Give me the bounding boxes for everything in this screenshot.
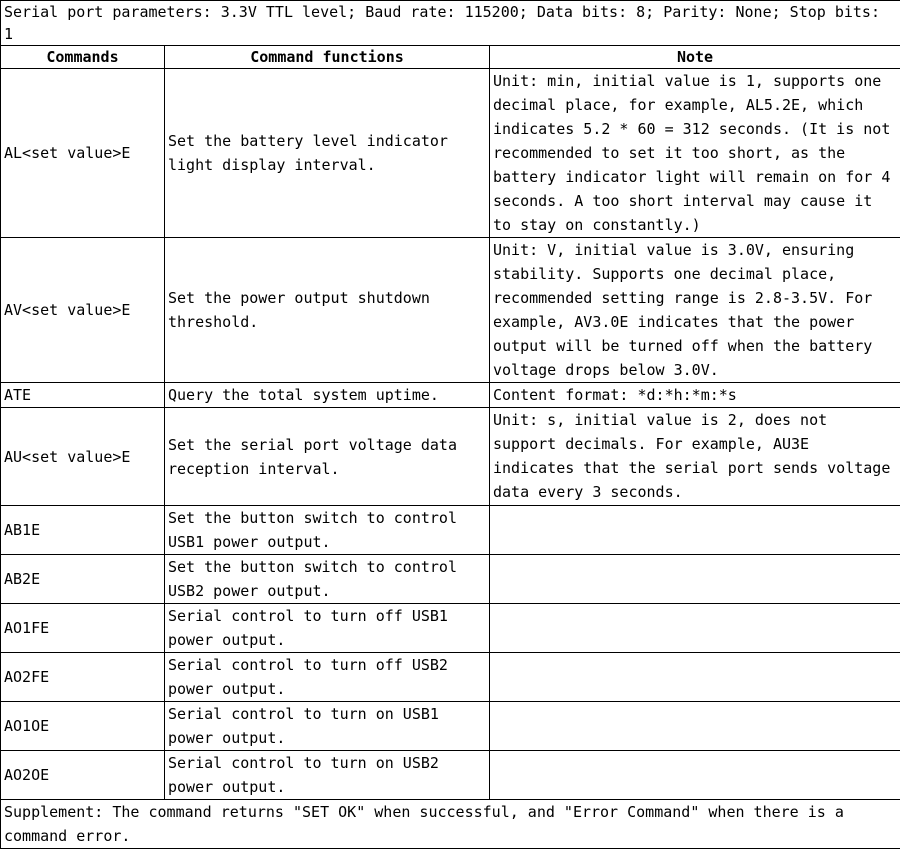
command-cell: AO2OE	[1, 751, 165, 800]
function-cell: Query the total system uptime.	[165, 383, 490, 408]
command-cell: AO1FE	[1, 604, 165, 653]
note-cell	[490, 555, 900, 604]
column-header-note: Note	[490, 46, 900, 69]
table-row	[1, 408, 900, 506]
table-row	[1, 702, 900, 751]
serial-parameters-row	[1, 1, 900, 46]
table-row	[1, 653, 900, 702]
note-cell: Unit: V, initial value is 3.0V, ensuring stability. Supports one decimal place, recommended setting range is 2.8-3.5V. For example, AV3.0E indicates that the power output will be turned off when the battery voltage drops below 3.0V.	[490, 238, 900, 383]
function-cell: Serial control to turn on USB1 power output.	[165, 702, 490, 751]
function-cell: Set the button switch to control USB2 power output.	[165, 555, 490, 604]
function-cell: Set the power output shutdown threshold.	[165, 238, 490, 383]
function-cell: Set the button switch to control USB1 power output.	[165, 506, 490, 555]
function-cell: Serial control to turn off USB2 power output.	[165, 653, 490, 702]
serial-parameters-text: Serial port parameters: 3.3V TTL level; Baud rate: 115200; Data bits: 8; Parity: None; Stop bits: 1	[1, 1, 900, 46]
command-cell: AL<set value>E	[1, 69, 165, 238]
table-row	[1, 751, 900, 800]
column-header-commands: Commands	[1, 46, 165, 69]
supplement-row	[1, 800, 900, 849]
column-header-row	[1, 46, 900, 69]
command-cell: AB1E	[1, 506, 165, 555]
function-cell: Serial control to turn on USB2 power output.	[165, 751, 490, 800]
table-row	[1, 555, 900, 604]
table-row	[1, 238, 900, 383]
table-row	[1, 69, 900, 238]
note-cell: Content format: *d:*h:*m:*s	[490, 383, 900, 408]
note-cell: Unit: min, initial value is 1, supports one decimal place, for example, AL5.2E, which indicates 5.2 * 60 = 312 seconds. (It is not recommended to set it too short, as the battery indicator light will remain on for 4 seconds. A too short interval may cause it to stay on constantly.)	[490, 69, 900, 238]
table-row	[1, 604, 900, 653]
note-cell	[490, 604, 900, 653]
function-cell: Set the battery level indicator light display interval.	[165, 69, 490, 238]
command-cell: AB2E	[1, 555, 165, 604]
function-cell: Serial control to turn off USB1 power output.	[165, 604, 490, 653]
command-cell: AO2FE	[1, 653, 165, 702]
command-cell: ATE	[1, 383, 165, 408]
table-row	[1, 506, 900, 555]
note-cell	[490, 751, 900, 800]
command-cell: AU<set value>E	[1, 408, 165, 506]
note-cell	[490, 506, 900, 555]
note-cell	[490, 653, 900, 702]
note-cell: Unit: s, initial value is 2, does not support decimals. For example, AU3E indicates that the serial port sends voltage data every 3 seconds.	[490, 408, 900, 506]
function-cell: Set the serial port voltage data reception interval.	[165, 408, 490, 506]
note-cell	[490, 702, 900, 751]
supplement-text: Supplement: The command returns "SET OK" when successful, and "Error Command" when there is a command error.	[1, 800, 900, 849]
command-cell: AO1OE	[1, 702, 165, 751]
command-cell: AV<set value>E	[1, 238, 165, 383]
column-header-functions: Command functions	[165, 46, 490, 69]
table-row	[1, 383, 900, 408]
